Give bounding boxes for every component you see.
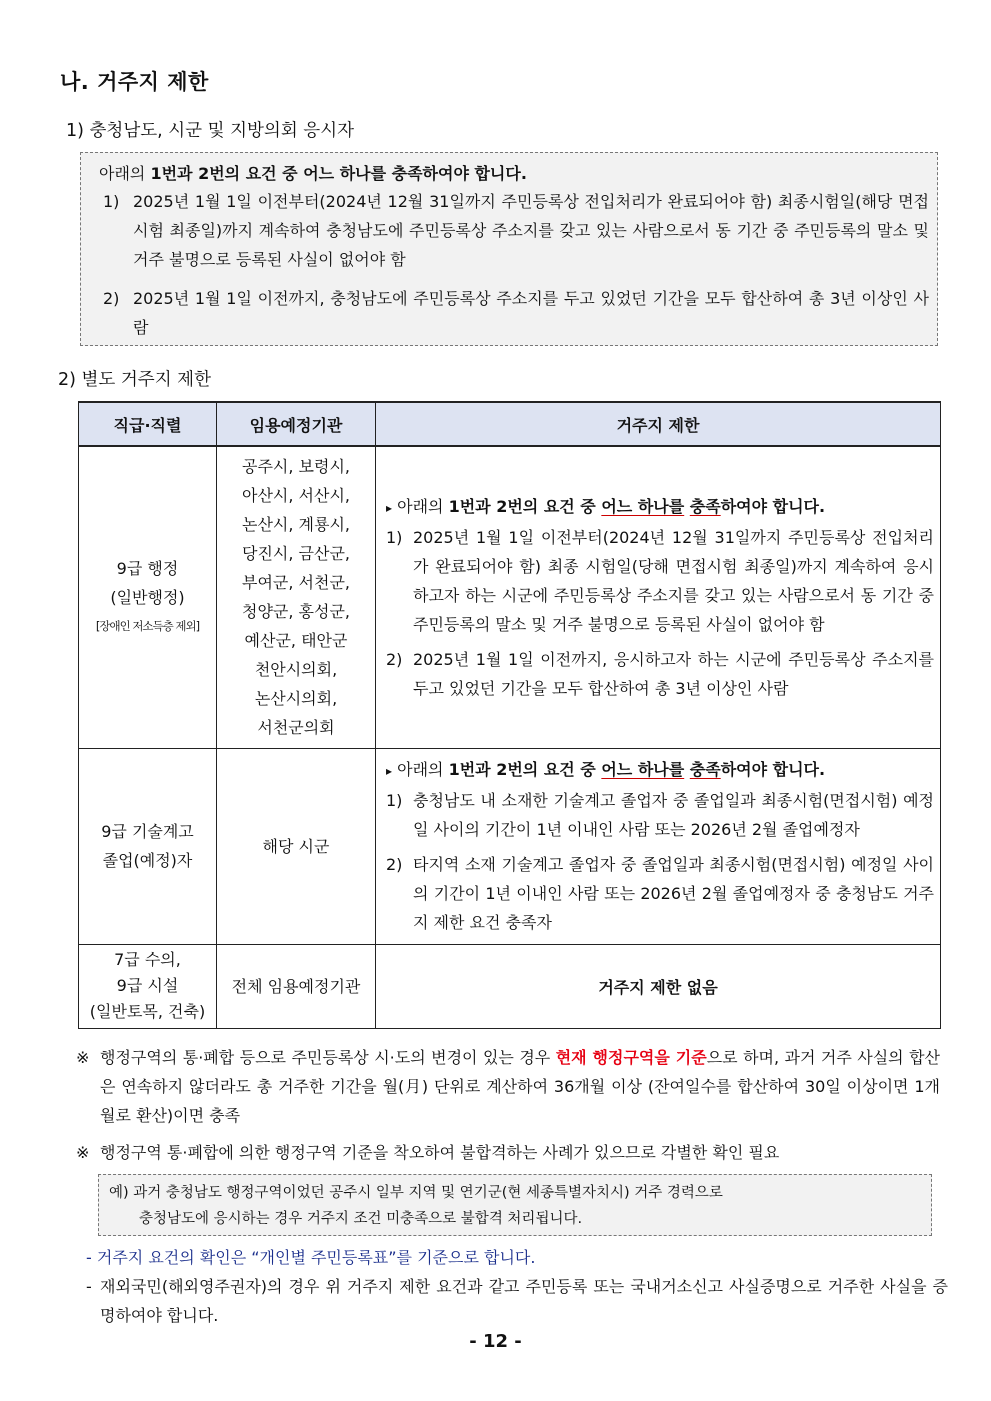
header-grade: 직급·직렬 [79,402,217,446]
table-row [79,944,941,1028]
restriction-cell [376,748,941,944]
table-row [79,446,941,748]
header-restriction: 거주지 제한 [376,402,941,446]
note-item: ※ 행정구역의 통·폐합 등으로 주민등록상 시·도의 변경이 있는 경우 현재 행정구역을 기준으로 하며, 과거 거주 사실의 합산은 연속하지 않더라도 총 거주한 기간을 월(月) 단위로 계산하여 36개월 이상 (잔여일수를 합산하여 30일 이상이면 1개월로 환산)이면 충족 [76,1048,941,1125]
page-number: - 12 - [469,1331,522,1352]
agency-cell: 해당 시군 [217,748,376,944]
requirements-intro: 아래의 1번과 2번의 요건 중 어느 하나를 충족하여야 합니다. [99,164,527,183]
restriction-cell [376,446,941,748]
example-box: 예) 과거 충청남도 행정구역이었던 공주시 일부 지역 및 연기군(현 세종특별자치시) 거주 경력으로 충청남도에 응시하는 경우 거주지 조건 미충족으로 불합격 처리됩니다. [98,1174,932,1236]
restriction-item: 1) 충청남도 내 소재한 기술계고 졸업자 중 졸업일과 최종시험(면접시험) 예정일 사이의 기간이 1년 이내인 사람 또는 2026년 2월 졸업예정자 [386,791,934,839]
requirements-box: 아래의 1번과 2번의 요건 중 어느 하나를 충족하여야 합니다. 1) 2025년 1월 1일 이전부터(2024년 12월 31일까지 주민등록상 전입처리가 완료되어야 함) 최종시험일(해당 면접시험 최종일)까지 계속하여 충청남도에 주민등록상 주소지를 갖고 있는 사람으로서 동 기간 중 주민등록의 말소 및 거주 불명으로 등록된 사실이 없어야 함 2) 2025년 1월 1일 이전까지, 충청남도에 주민등록상 주소지를 두고 있었던 기간을 모두 합산하여 총 3년 이상인 사람 [80,152,938,346]
dash-item: - 재외국민(해외영주권자)의 경우 위 거주지 제한 요건과 같고 주민등록 또는 국내거소신고 사실증명으로 거주한 사실을 증명하여야 합니다. [86,1277,948,1325]
note-item: ※ 행정구역 통·폐합에 의한 행정구역 기준을 착오하여 불합격하는 사례가 있으므로 각별한 확인 필요 [76,1143,780,1162]
subsection-heading-1: 1) 충청남도, 시군 및 지방의회 응시자 [66,121,355,141]
table-header-row [79,402,941,446]
dash-item: - 거주지 요건의 확인은 “개인별 주민등록표”를 기준으로 합니다. [86,1248,536,1267]
agency-cell: 공주시, 보령시, 아산시, 서산시, 논산시, 계룡시, 당진시, 금산군, 부여군, 서천군, 청양군, 홍성군, 예산군, 태안군 천안시의회, 논산시의회, 서천군의회 [217,446,376,748]
bullet-icon: ▸ [386,764,393,778]
grade-cell: 7급 수의, 9급 시설 (일반토목, 건축) [79,944,217,1028]
grade-cell: 9급 행정 (일반행정) [장애인 저소득층 제외] [79,446,217,748]
residence-restriction-table [78,401,941,1029]
restriction-item: 2) 2025년 1월 1일 이전까지, 응시하고자 하는 시군에 주민등록상 주소지를 두고 있었던 기간을 모두 합산하여 총 3년 이상인 사람 [386,649,934,698]
restriction-item: 2) 타지역 소재 기술계고 졸업자 중 졸업일과 최종시험(면접시험) 예정일 사이의 기간이 1년 이내인 사람 또는 2026년 2월 졸업예정자 중 충청남도 거주지 제한 요건 충족자 [386,855,934,932]
restriction-lead: ▸ 아래의 1번과 2번의 요건 중 어느 하나를 충족하여야 합니다. [386,496,826,516]
restriction-cell: 거주지 제한 없음 [376,944,941,1028]
bullet-icon: ▸ [386,500,393,515]
section-title: 나. 거주지 제한 [60,70,209,94]
restriction-lead: ▸ 아래의 1번과 2번의 요건 중 어느 하나를 충족하여야 합니다. [386,760,826,779]
table-row [79,748,941,944]
grade-cell: 9급 기술계고 졸업(예정)자 [79,748,217,944]
header-agency: 임용예정기관 [217,402,376,446]
agency-cell: 전체 임용예정기관 [217,944,376,1028]
subsection-heading-2: 2) 별도 거주지 제한 [58,370,211,390]
restriction-item: 1) 2025년 1월 1일 이전부터(2024년 12월 31일까지 주민등록상 전입처리가 완료되어야 함) 최종 시험일(당해 면접시험 최종일)까지 계속하여 응시하고자 하는 시군에 주민등록상 주소지를 갖고 있는 사람으로서 동 기간 중 주민등록의 말소 및 거주 불명으로 등록된 사실이 없어야 함 [386,527,934,634]
